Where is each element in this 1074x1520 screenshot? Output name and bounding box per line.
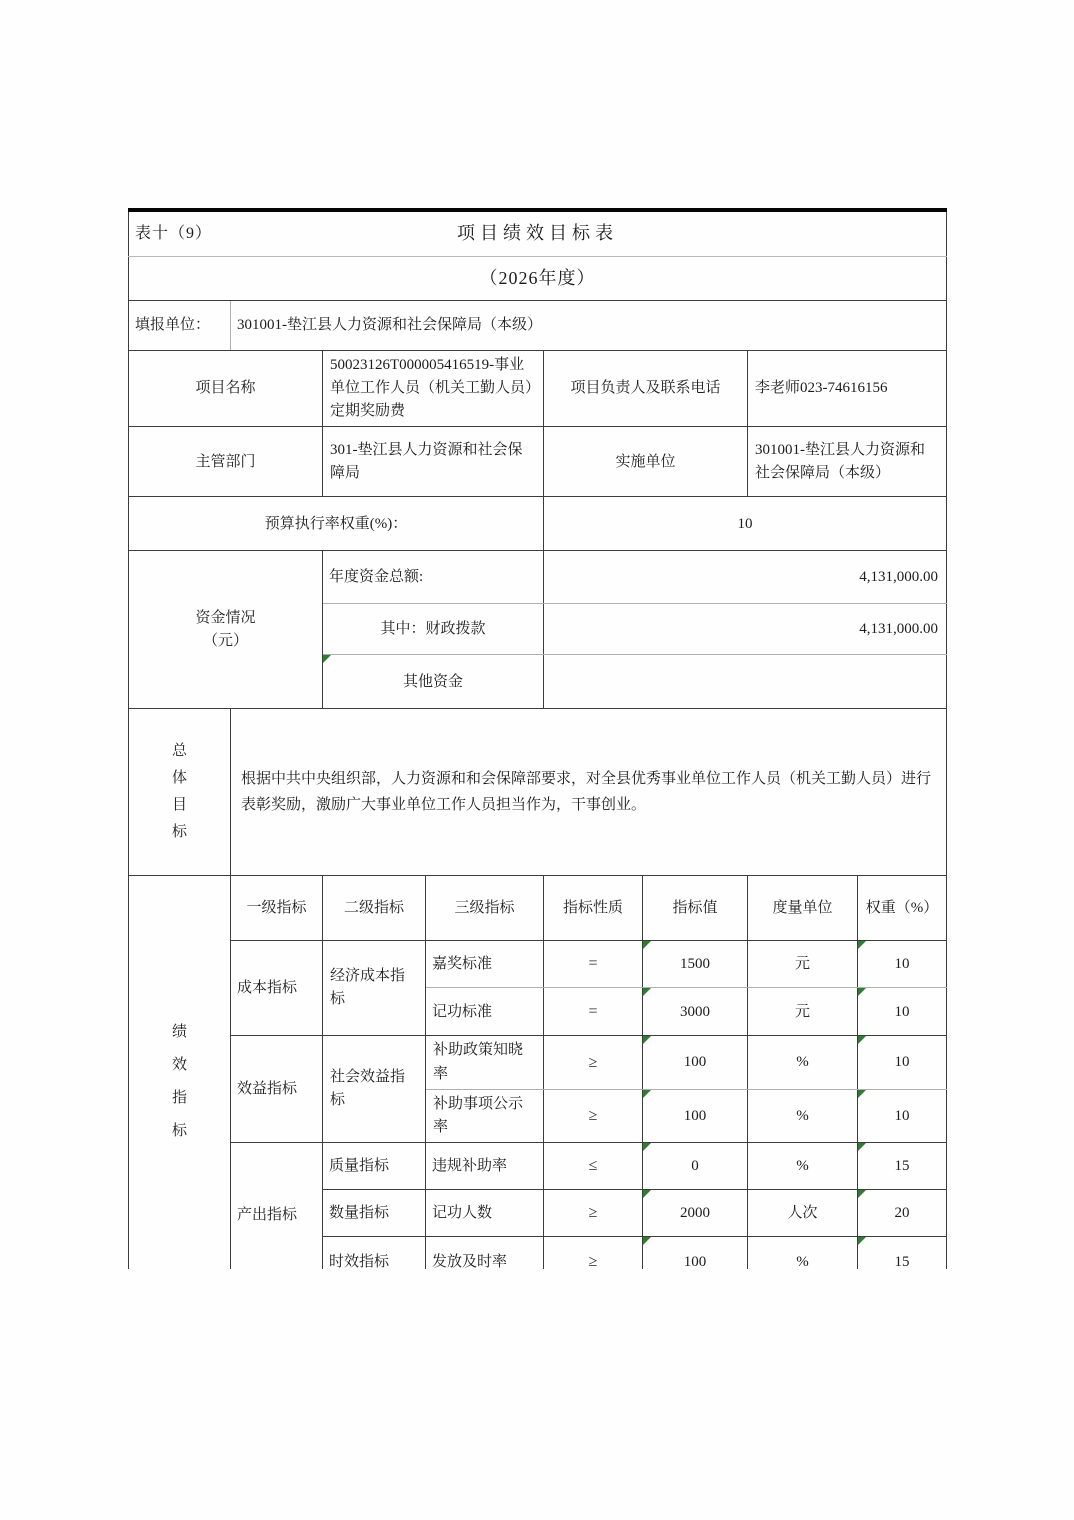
title-row-cell [129, 210, 947, 256]
excel-flag-icon [858, 1090, 866, 1098]
year-row-cell [129, 256, 947, 300]
excel-flag-icon [643, 1090, 651, 1098]
indicator-value-cell: 100 [643, 1237, 748, 1269]
excel-flag-icon [858, 988, 866, 996]
indicator-unit-cell: % [748, 1036, 858, 1090]
excel-flag-icon [643, 1036, 651, 1044]
indicator-level3-cell: 补助政策知晓率 [426, 1036, 544, 1090]
performance-target-table [128, 208, 947, 1269]
indicator-level3-cell: 记功人数 [426, 1190, 544, 1237]
indicator-unit-cell: 元 [748, 941, 858, 988]
indicator-weight-cell: 10 [858, 941, 947, 988]
col-header-nature: 指标性质 [544, 876, 643, 941]
indicator-nature-cell: = [544, 988, 643, 1036]
indicator-weight-cell: 20 [858, 1190, 947, 1237]
excel-flag-icon [858, 941, 866, 949]
excel-flag-icon [643, 1143, 651, 1151]
col-header-level2: 二级指标 [323, 876, 426, 941]
excel-flag-icon [858, 1237, 866, 1245]
budget-weight-label: 预算执行率权重(%)： [129, 497, 544, 551]
funding-fiscal-value: 4,131,000.00 [544, 604, 947, 655]
indicator-value-cell: 3000 [643, 988, 748, 1036]
indicator-weight-cell: 15 [858, 1143, 947, 1190]
col-header-unit: 度量单位 [748, 876, 858, 941]
indicator-nature-cell: ≤ [544, 1143, 643, 1190]
project-leader-label: 项目负责人及联系电话 [544, 350, 748, 427]
indicator-level2-cell: 经济成本指标 [323, 941, 426, 1036]
indicator-weight-cell: 10 [858, 1036, 947, 1090]
funding-label-line1: 资金情况 [195, 610, 256, 627]
indicator-level2-cell: 质量指标 [323, 1143, 426, 1190]
indicator-unit-cell: % [748, 1143, 858, 1190]
impl-unit-value: 301001-垫江县人力资源和社会保障局（本级） [748, 427, 947, 497]
indicator-level3-cell: 补助事项公示率 [426, 1089, 544, 1143]
indicator-nature-cell: ≥ [544, 1036, 643, 1090]
performance-indicators-label: 绩 效 指 标 [129, 876, 231, 1269]
col-header-value: 指标值 [643, 876, 748, 941]
indicator-unit-cell: % [748, 1237, 858, 1269]
page-title: 项目绩效目标表 [457, 223, 618, 244]
indicator-level3-cell: 违规补助率 [426, 1143, 544, 1190]
indicator-level2-cell: 时效指标 [323, 1237, 426, 1269]
funding-label-line2: （元） [202, 632, 248, 649]
indicator-value-cell: 100 [643, 1036, 748, 1090]
table-sheet [128, 208, 948, 1269]
indicator-unit-cell: % [748, 1089, 858, 1143]
dept-label: 主管部门 [129, 427, 323, 497]
excel-flag-icon [858, 1143, 866, 1151]
indicator-unit-cell: 元 [748, 988, 858, 1036]
funding-total-value: 4,131,000.00 [544, 551, 947, 604]
indicator-level1-cell: 产出指标 [231, 1143, 323, 1269]
overall-goal-text: 根据中共中央组织部，人力资源和和会保障部要求，对全县优秀事业单位工作人员（机关工勤人员）进行表彰奖励，激励广大事业单位工作人员担当作为，干事创业。 [231, 709, 947, 876]
funding-other-label-cell [323, 655, 544, 709]
indicator-value-cell: 0 [643, 1143, 748, 1190]
indicator-level3-cell: 记功标准 [426, 988, 544, 1036]
funding-total-label: 年度资金总额: [323, 551, 544, 604]
excel-flag-icon [858, 1036, 866, 1044]
col-header-level1: 一级指标 [231, 876, 323, 941]
funding-other-label: 其他资金 [402, 673, 463, 690]
indicator-weight-cell: 10 [858, 1089, 947, 1143]
indicator-nature-cell: = [544, 941, 643, 988]
indicator-unit-cell: 人次 [748, 1190, 858, 1237]
col-header-level3: 三级指标 [426, 876, 544, 941]
indicator-value-cell: 1500 [643, 941, 748, 988]
excel-flag-icon [643, 1237, 651, 1245]
indicator-nature-cell: ≥ [544, 1190, 643, 1237]
funding-other-value [544, 655, 947, 709]
reporting-unit-value: 301001-垫江县人力资源和社会保障局（本级） [231, 300, 947, 350]
indicator-nature-cell: ≥ [544, 1089, 643, 1143]
dept-value: 301-垫江县人力资源和社会保障局 [323, 427, 544, 497]
year-subtitle: （2026年度） [479, 267, 596, 288]
funding-fiscal-label: 其中：财政拨款 [323, 604, 544, 655]
indicator-nature-cell: ≥ [544, 1237, 643, 1269]
col-header-weight: 权重（%） [858, 876, 947, 941]
table-number-label: 表十（9） [135, 224, 213, 242]
reporting-unit-label: 填报单位： [129, 300, 231, 350]
indicator-level3-cell: 嘉奖标准 [426, 941, 544, 988]
indicator-level1-cell: 成本指标 [231, 941, 323, 1036]
excel-flag-icon [323, 655, 331, 663]
indicator-level2-cell: 社会效益指标 [323, 1036, 426, 1143]
indicator-value-cell: 100 [643, 1089, 748, 1143]
indicator-value-cell: 2000 [643, 1190, 748, 1237]
excel-flag-icon [643, 1190, 651, 1198]
impl-unit-label: 实施单位 [544, 427, 748, 497]
project-name-label: 项目名称 [129, 350, 323, 427]
project-name-value: 50023126T000005416519-事业单位工作人员（机关工勤人员）定期奖励费 [323, 350, 544, 427]
overall-goal-label: 总 体 目 标 [129, 709, 231, 876]
indicator-level1-cell: 效益指标 [231, 1036, 323, 1143]
indicator-level2-cell: 数量指标 [323, 1190, 426, 1237]
project-leader-value: 李老师023-74616156 [748, 350, 947, 427]
indicator-weight-cell: 10 [858, 988, 947, 1036]
excel-flag-icon [643, 941, 651, 949]
indicator-weight-cell: 15 [858, 1237, 947, 1269]
budget-weight-value: 10 [544, 497, 947, 551]
funding-label-cell [129, 551, 323, 709]
excel-flag-icon [858, 1190, 866, 1198]
excel-flag-icon [643, 988, 651, 996]
indicator-level3-cell: 发放及时率 [426, 1237, 544, 1269]
